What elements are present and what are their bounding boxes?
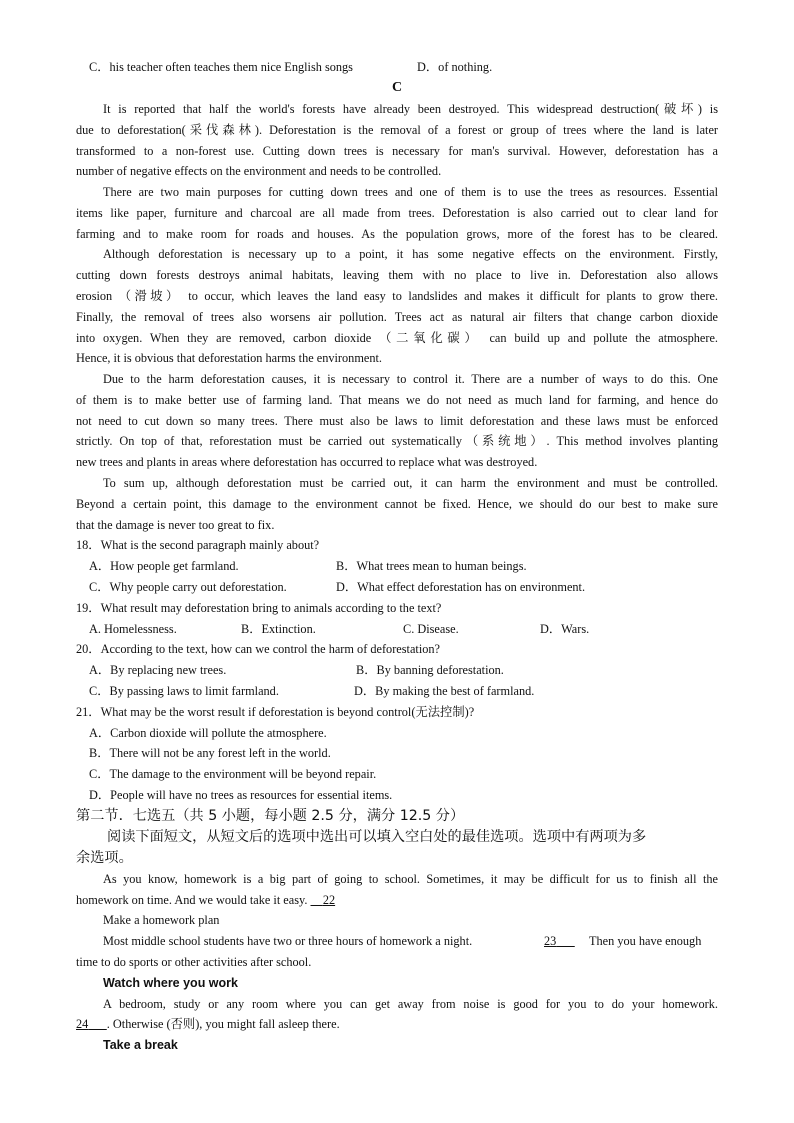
option-a: A．How people get farmland. (89, 559, 239, 573)
question-19-stem: 19．What result may deforestation bring to animals according to the text? (76, 601, 442, 615)
question-18-options-row1 (89, 556, 718, 577)
blank-number: 22 (322, 893, 336, 907)
subheading-plan: Make a homework plan (103, 913, 220, 927)
passage-line: Finally, the removal of trees also worsens air pollution. Trees act as natural air filters that change carbon dioxide (76, 310, 718, 324)
question-21-option-d: D．People will have no trees as resources for essential items. (89, 788, 393, 802)
question-19-options (89, 619, 718, 640)
section-2-instruction: 阅读下面短文，从短文后的选项中选出可以填入空白处的最佳选项。选项中有两项为多 (107, 829, 647, 845)
passage-line: A bedroom, study or any room where you can get away from noise is good for you to do your homework. (103, 997, 718, 1011)
passage-line: erosion （滑坡） to occur, which leaves the land easy to landslides and makes it difficult for plants to grow there. (76, 289, 718, 303)
option-d: D．What effect deforestation has on environment. (336, 580, 586, 594)
option-d: D．of nothing. (417, 60, 493, 74)
question-18-options-row2 (89, 577, 718, 598)
blank-23 (544, 931, 575, 952)
passage-line: There are two main purposes for cutting down trees and one of them is to use the trees as resources. Essential (103, 185, 718, 199)
blank-number: 24 (76, 1017, 89, 1031)
passage-line: not need to cut down so many trees. There must also be laws to limit deforestation and these laws must be enforced (76, 414, 718, 428)
passage-line: As you know, homework is a big part of going to school. Sometimes, it may be difficult for us to finish all the (103, 872, 718, 886)
option-b: B．Extinction. (241, 622, 316, 636)
blank-24 (76, 1017, 107, 1031)
subheading-watch: Watch where you work (103, 976, 238, 990)
passage-line: It is reported that half the world's forests have already been destroyed. This widespread destruction(破坏) is (103, 102, 718, 116)
option-b: B．What trees mean to human beings. (336, 559, 527, 573)
passage-line-with-blank (76, 1014, 718, 1035)
passage-text: Most middle school students have two or three hours of homework a night. (103, 934, 473, 948)
section-2-instruction-cont: 余选项。 (76, 850, 133, 866)
passage-line: Although deforestation is necessary up to a point, it has some negative effects on the environment. Firstly, (103, 247, 718, 261)
passage-line: number of negative effects on the environment and needs to be controlled. (76, 164, 442, 178)
passage-line: into oxygen. When they are removed, carbon dioxide （二氧化碳） can build up and pollute the atmosphere. (76, 331, 718, 345)
option-c: C．By passing laws to limit farmland. (89, 684, 279, 698)
passage-text: Then you have enough (589, 934, 702, 948)
passage-line: farming and to make room for roads and houses. As the population grows, more of the forest has to be cleared. (76, 227, 718, 241)
passage-line: new trees and plants in areas where deforestation has occurred to replace what was destroyed. (76, 455, 538, 469)
passage-text: . Otherwise (否则), you might fall asleep there. (106, 1017, 340, 1031)
passage-line-with-blank (76, 890, 718, 911)
option-d: D．By making the best of farmland. (354, 684, 535, 698)
passage-line: time to do sports or other activities after school. (76, 955, 312, 969)
passage-line: due to deforestation(采伐森林). Deforestation is the removal of a forest or group of trees where the land is later (76, 123, 718, 137)
passage-line: strictly. On top of that, reforestation must be carried out systematically（系统地）. This method involves planting (76, 434, 718, 448)
question-20-options-row1 (89, 660, 718, 681)
question-21-option-b: B．There will not be any forest left in the world. (89, 746, 331, 760)
section-2-heading: 第二节．七选五（共 5 小题，每小题 2.5 分，满分 12.5 分） (76, 808, 465, 824)
question-20-stem: 20．According to the text, how can we control the harm of deforestation? (76, 642, 441, 656)
passage-line-with-blank (103, 931, 718, 952)
option-c: C．Why people carry out deforestation. (89, 580, 287, 594)
passage-line: transformed to a non-forest use. Cutting down trees is necessary for man's survival. However, deforestation has a (76, 144, 718, 158)
passage-line: Beyond a certain point, this damage to the environment cannot be fixed. Hence, we should do our best to make sure (76, 497, 718, 511)
previous-question-options (89, 57, 731, 78)
passage-line: Due to the harm deforestation causes, it is necessary to control it. There are a number of ways to do this. One (103, 372, 718, 386)
passage-line: cutting down forests destroys animal habitats, leaving them with no place to live in. Deforestation also allows (76, 268, 718, 282)
option-c: C．his teacher often teaches them nice English songs (89, 60, 353, 74)
question-18-stem: 18．What is the second paragraph mainly about? (76, 538, 320, 552)
passage-line: Hence, it is obvious that deforestation harms the environment. (76, 351, 382, 365)
question-21-option-a: A．Carbon dioxide will pollute the atmosphere. (89, 726, 327, 740)
option-b: B．By banning deforestation. (356, 663, 504, 677)
passage-line: items like paper, furniture and charcoal are all made from trees. Deforestation is also carried out to clear land for (76, 206, 718, 220)
passage-line: that the damage is never too great to fix. (76, 518, 275, 532)
section-letter: C (391, 80, 403, 95)
subheading-break: Take a break (103, 1038, 178, 1052)
passage-text: homework on time. And we would take it easy. (76, 893, 308, 907)
blank-22 (311, 893, 336, 907)
passage-line: To sum up, although deforestation must be carried out, it can harm the environment and must be controlled. (103, 476, 718, 490)
question-21-stem: 21．What may be the worst result if deforestation is beyond control(无法控制)? (76, 705, 475, 719)
option-c: C. Disease. (403, 622, 459, 636)
option-a: A. Homelessness. (89, 622, 177, 636)
blank-number: 23 (544, 934, 557, 948)
question-20-options-row2 (89, 681, 718, 702)
option-a: A．By replacing new trees. (89, 663, 227, 677)
passage-line: of them is to make better use of farming land. That means we do not need as much land for farming, and hence do (76, 393, 718, 407)
question-21-option-c: C．The damage to the environment will be beyond repair. (89, 767, 377, 781)
option-d: D．Wars. (540, 622, 590, 636)
